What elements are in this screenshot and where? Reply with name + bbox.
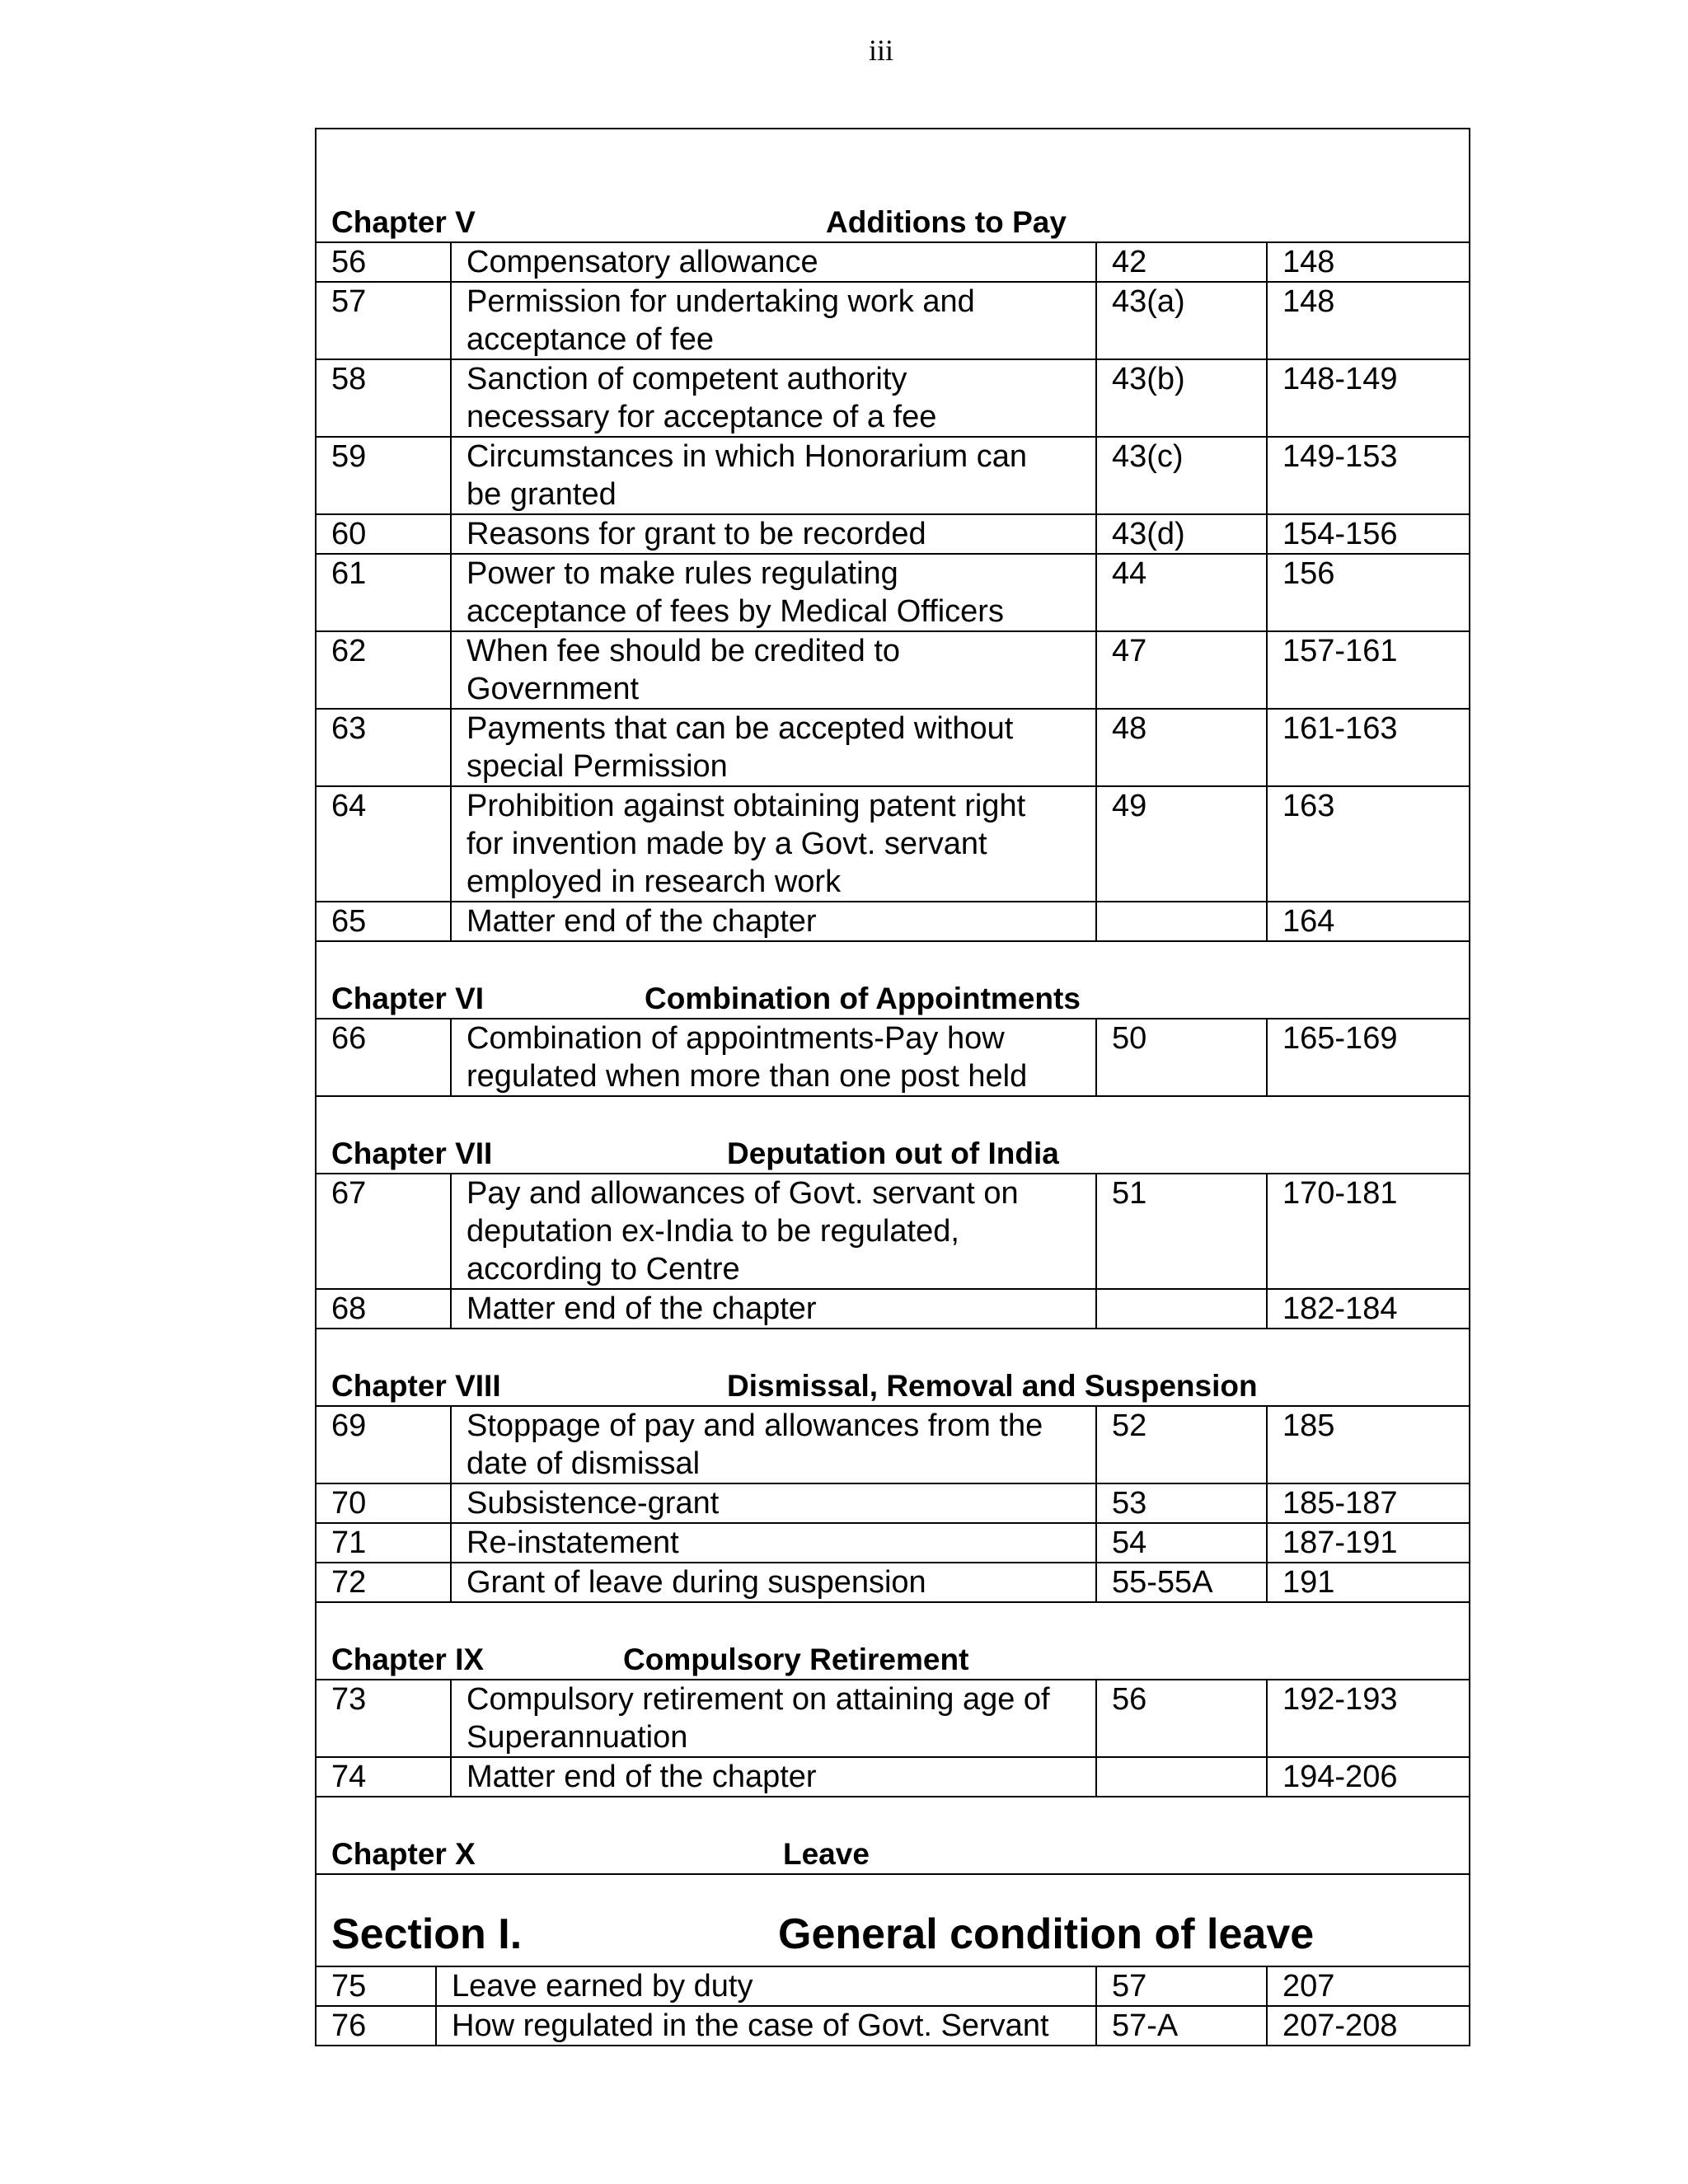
page-range: 148: [1282, 284, 1335, 319]
subject-line: Matter end of the chapter: [467, 1760, 817, 1794]
page-range: 161-163: [1282, 711, 1398, 746]
serial-number: 65: [316, 902, 452, 940]
table-row: [316, 785, 1469, 901]
section-label: Section I.: [331, 1910, 523, 1958]
page-range: 163: [1282, 789, 1335, 823]
subject-cell: [452, 1174, 1097, 1288]
table-row: [316, 436, 1469, 513]
chapter-label: Chapter VI: [331, 982, 485, 1015]
chapter-heading: [316, 940, 1469, 1018]
serial-number: 58: [316, 360, 452, 436]
serial-number: 69: [316, 1407, 452, 1483]
subject-line: Combination of appointments-Pay how: [467, 1021, 1005, 1056]
chapter-label: Chapter VII: [331, 1137, 493, 1170]
subject-line: Permission for undertaking work and: [467, 284, 975, 319]
subject-cell: [452, 1758, 1097, 1796]
table-row: [316, 1679, 1469, 1756]
serial-number: 71: [316, 1524, 452, 1562]
subject-cell: [437, 2007, 1097, 2045]
serial-number: 56: [316, 243, 452, 281]
rule-number: 43(d): [1097, 515, 1268, 553]
serial-number: 62: [316, 632, 452, 708]
table-row: [316, 1522, 1469, 1562]
subject-cell: [452, 360, 1097, 436]
subject-cell: [452, 1019, 1097, 1095]
subject-line: necessary for acceptance of a fee: [467, 400, 937, 434]
rule-number: 49: [1097, 787, 1268, 901]
rule-number: 51: [1097, 1174, 1268, 1288]
subject-cell: [452, 438, 1097, 513]
page-number: iii: [868, 34, 893, 67]
subject-line: Matter end of the chapter: [467, 904, 817, 939]
chapter-label: Chapter IX: [331, 1643, 485, 1676]
table-row: [316, 901, 1469, 940]
subject-cell: [452, 1407, 1097, 1483]
serial-number: 73: [316, 1680, 452, 1756]
rule-number: 43(c): [1097, 438, 1268, 513]
rule-number: 43(b): [1097, 360, 1268, 436]
page-range: 149-153: [1282, 439, 1398, 474]
subject-line: deputation ex-India to be regulated,: [467, 1214, 959, 1249]
chapter-heading: [316, 1796, 1469, 1873]
subject-line: acceptance of fees by Medical Officers: [467, 594, 1004, 629]
subject-line: Prohibition against obtaining patent right: [467, 789, 1026, 823]
subject-line: Matter end of the chapter: [467, 1291, 817, 1326]
serial-number: 72: [316, 1563, 452, 1601]
subject-line: When fee should be credited to: [467, 634, 901, 668]
serial-number: 59: [316, 438, 452, 513]
chapter-label: Chapter VIII: [331, 1369, 501, 1403]
subject-line: Reasons for grant to be recorded: [467, 517, 926, 551]
chapter-label: Chapter V: [331, 205, 476, 239]
subject-cell: [452, 787, 1097, 901]
subject-cell: [452, 1563, 1097, 1601]
table-row: [316, 1562, 1469, 1601]
table-row: [316, 1173, 1469, 1288]
page-range: 148-149: [1282, 362, 1398, 396]
subject-line: Leave earned by duty: [452, 1969, 753, 2004]
chapter-heading: [316, 1328, 1469, 1405]
serial-number: 68: [316, 1290, 452, 1328]
serial-number: 66: [316, 1019, 452, 1095]
serial-number: 61: [316, 555, 452, 630]
subject-line: Power to make rules regulating: [467, 556, 898, 591]
serial-number: 74: [316, 1758, 452, 1796]
subject-line: Compensatory allowance: [467, 245, 818, 279]
subject-line: Compulsory retirement on attaining age of: [467, 1682, 1050, 1717]
subject-line: for invention made by a Govt. servant: [467, 827, 987, 861]
page-range: 191: [1282, 1565, 1335, 1600]
section-heading: [316, 1873, 1469, 1966]
page-range: 165-169: [1282, 1021, 1398, 1056]
table-row: [316, 1966, 1469, 2005]
subject-line: according to Centre: [467, 1252, 740, 1286]
chapter-heading: [316, 1601, 1469, 1679]
subject-line: Stoppage of pay and allowances from the: [467, 1408, 1043, 1443]
rule-number: 47: [1097, 632, 1268, 708]
subject-line: acceptance of fee: [467, 322, 714, 357]
rule-number: 53: [1097, 1484, 1268, 1522]
table-row: [316, 630, 1469, 708]
subject-line: Sanction of competent authority: [467, 362, 907, 396]
chapter-heading: [316, 129, 1469, 241]
subject-line: regulated when more than one post held: [467, 1059, 1028, 1094]
page-range: 187-191: [1282, 1526, 1398, 1560]
table-row: [316, 241, 1469, 281]
page-range: 164: [1282, 904, 1335, 939]
table-row: [316, 1288, 1469, 1328]
page-range: 185: [1282, 1408, 1335, 1443]
rule-number: 57-A: [1097, 2007, 1268, 2045]
chapter-heading: [316, 1095, 1469, 1173]
subject-cell: [452, 1290, 1097, 1328]
page-range: 192-193: [1282, 1682, 1398, 1717]
subject-cell: [452, 243, 1097, 281]
table-row: [316, 2005, 1469, 2045]
subject-line: be granted: [467, 477, 617, 512]
table-row: [316, 1483, 1469, 1522]
rule-number: 52: [1097, 1407, 1268, 1483]
rule-number: 57: [1097, 1967, 1268, 2005]
contents-table: [315, 128, 1470, 2046]
chapter-title: Dismissal, Removal and Suspension: [727, 1369, 1258, 1403]
subject-line: Payments that can be accepted without: [467, 711, 1014, 746]
page-range: 156: [1282, 556, 1335, 591]
chapter-title: Leave: [783, 1837, 870, 1871]
rule-number: [1097, 1290, 1268, 1328]
page-range: 207-208: [1282, 2008, 1398, 2043]
rule-number: 43(a): [1097, 283, 1268, 359]
serial-number: 70: [316, 1484, 452, 1522]
subject-cell: [452, 555, 1097, 630]
chapter-label: Chapter X: [331, 1837, 476, 1871]
rule-number: 42: [1097, 243, 1268, 281]
subject-line: Pay and allowances of Govt. servant on: [467, 1176, 1019, 1211]
chapter-title: Combination of Appointments: [645, 982, 1081, 1015]
subject-line: Superannuation: [467, 1720, 688, 1755]
subject-line: Grant of leave during suspension: [467, 1565, 926, 1600]
rule-number: 44: [1097, 555, 1268, 630]
subject-cell: [452, 1524, 1097, 1562]
rule-number: 50: [1097, 1019, 1268, 1095]
chapter-title: Compulsory Retirement: [623, 1643, 969, 1676]
page-range: 182-184: [1282, 1291, 1398, 1326]
serial-number: 57: [316, 283, 452, 359]
page-range: 194-206: [1282, 1760, 1398, 1794]
rule-number: 56: [1097, 1680, 1268, 1756]
page-range: 148: [1282, 245, 1335, 279]
table-row: [316, 281, 1469, 359]
table-row: [316, 708, 1469, 785]
subject-line: date of dismissal: [467, 1446, 701, 1481]
subject-cell: [452, 1484, 1097, 1522]
rule-number: [1097, 1758, 1268, 1796]
subject-line: Re-instatement: [467, 1526, 679, 1560]
rule-number: 55-55A: [1097, 1563, 1268, 1601]
serial-number: 60: [316, 515, 452, 553]
rule-number: 54: [1097, 1524, 1268, 1562]
subject-cell: [452, 632, 1097, 708]
page-range: 185-187: [1282, 1486, 1398, 1521]
subject-cell: [437, 1967, 1097, 2005]
table-row: [316, 1018, 1469, 1095]
subject-line: How regulated in the case of Govt. Servant: [452, 2008, 1049, 2043]
subject-line: Circumstances in which Honorarium can: [467, 439, 1028, 474]
subject-cell: [452, 710, 1097, 785]
page-range: 157-161: [1282, 634, 1398, 668]
section-title: General condition of leave: [778, 1910, 1315, 1958]
subject-line: employed in research work: [467, 865, 842, 899]
page-range: 154-156: [1282, 517, 1398, 551]
table-row: [316, 553, 1469, 630]
subject-cell: [452, 515, 1097, 553]
subject-cell: [452, 283, 1097, 359]
serial-number: 75: [316, 1967, 437, 2005]
table-row: [316, 513, 1469, 553]
table-row: [316, 359, 1469, 436]
rule-number: [1097, 902, 1268, 940]
subject-line: Subsistence-grant: [467, 1486, 720, 1521]
serial-number: 63: [316, 710, 452, 785]
subject-line: Government: [467, 672, 640, 706]
chapter-title: Deputation out of India: [727, 1137, 1059, 1170]
serial-number: 67: [316, 1174, 452, 1288]
subject-cell: [452, 1680, 1097, 1756]
serial-number: 76: [316, 2007, 437, 2045]
rule-number: 48: [1097, 710, 1268, 785]
chapter-title: Additions to Pay: [826, 205, 1067, 239]
page-range: 170-181: [1282, 1176, 1398, 1211]
table-row: [316, 1756, 1469, 1796]
table-row: [316, 1405, 1469, 1483]
page-range: 207: [1282, 1969, 1335, 2004]
serial-number: 64: [316, 787, 452, 901]
subject-line: special Permission: [467, 749, 728, 784]
subject-cell: [452, 902, 1097, 940]
